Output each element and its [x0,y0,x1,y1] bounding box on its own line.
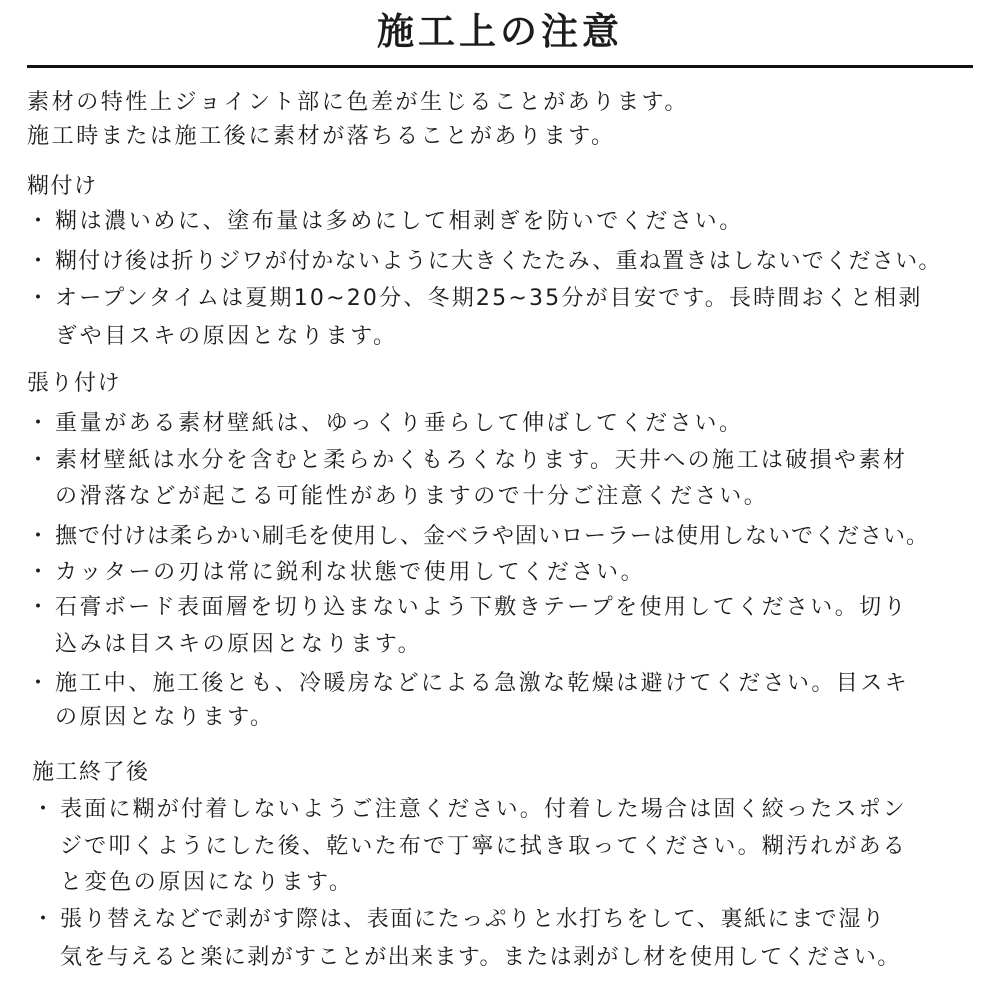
list-item-line: 撫で付けは柔らかい刷毛を使用し、金ベラや固いローラーは使用しないでください。 [55,524,930,549]
list-item-line: 素材壁紙は水分を含むと柔らかくもろくなります。天井への施工は破損や素材 [55,448,908,473]
intro-line-2: 施工時または施工後に素材が落ちることがあります。 [27,124,616,149]
intro-line-1: 素材の特性上ジョイント部に色差が生じることがあります。 [27,90,690,115]
list-item-line: と変色の原因になります。 [60,870,354,895]
bullet-dot: ・ [27,286,50,311]
list-item-line: 気を与えると楽に剥がすことが出来ます。または剥がし材を使用してください。 [60,945,901,970]
list-item-line: 石膏ボード表面層を切り込まないよう下敷きテープを使用してください。切り [55,595,908,620]
bullet-dot: ・ [27,448,50,473]
section-heading-after-construction: 施工終了後 [32,760,150,785]
list-item-line: オープンタイムは夏期10~20分、冬期25~35分が目安です。長時間おくと相剥 [55,286,923,311]
list-item-line: 施工中、施工後とも、冷暖房などによる急激な乾燥は避けてください。目スキ [55,671,910,696]
bullet-dot: ・ [27,411,50,436]
bullet-dot: ・ [27,249,50,274]
bullet-dot: ・ [27,671,50,696]
page-title: 施工上の注意 [377,10,623,53]
bullet-dot: ・ [27,524,50,549]
list-item-line: 張り替えなどで剥がす際は、表面にたっぷりと水打ちをして、裏紙にまで湿り [60,907,886,932]
list-item-line: カッターの刃は常に鋭利な状態で使用してください。 [55,560,646,585]
bullet-dot: ・ [27,560,50,585]
list-item-line: 込みは目スキの原因となります。 [55,632,423,657]
list-item-line: の原因となります。 [55,705,275,730]
bullet-dot: ・ [32,907,55,932]
bullet-dot: ・ [27,209,50,234]
list-item-line: 糊付け後は折りジワが付かないように大きくたたみ、重ね置きはしないでください。 [55,249,942,274]
bullet-dot: ・ [32,797,55,822]
bullet-dot: ・ [27,595,50,620]
section-heading-paste: 糊付け [27,174,98,199]
section-heading-hanging: 張り付け [27,371,122,396]
list-item-line: の滑落などが起こる可能性がありますので十分ご注意ください。 [55,484,769,509]
list-item-line: 表面に糊が付着しないようご注意ください。付着した場合は固く絞ったスポン [60,797,908,822]
list-item-line: 重量がある素材壁紙は、ゆっくり垂らして伸ばしてください。 [55,411,744,436]
list-item-line: ジで叩くようにした後、乾いた布で丁寧に拭き取ってください。糊汚れがある [60,834,908,859]
list-item-line: 糊は濃いめに、塗布量は多めにして相剥ぎを防いでください。 [55,209,744,234]
title-divider [27,65,973,68]
list-item-line: ぎや目スキの原因となります。 [55,324,398,349]
